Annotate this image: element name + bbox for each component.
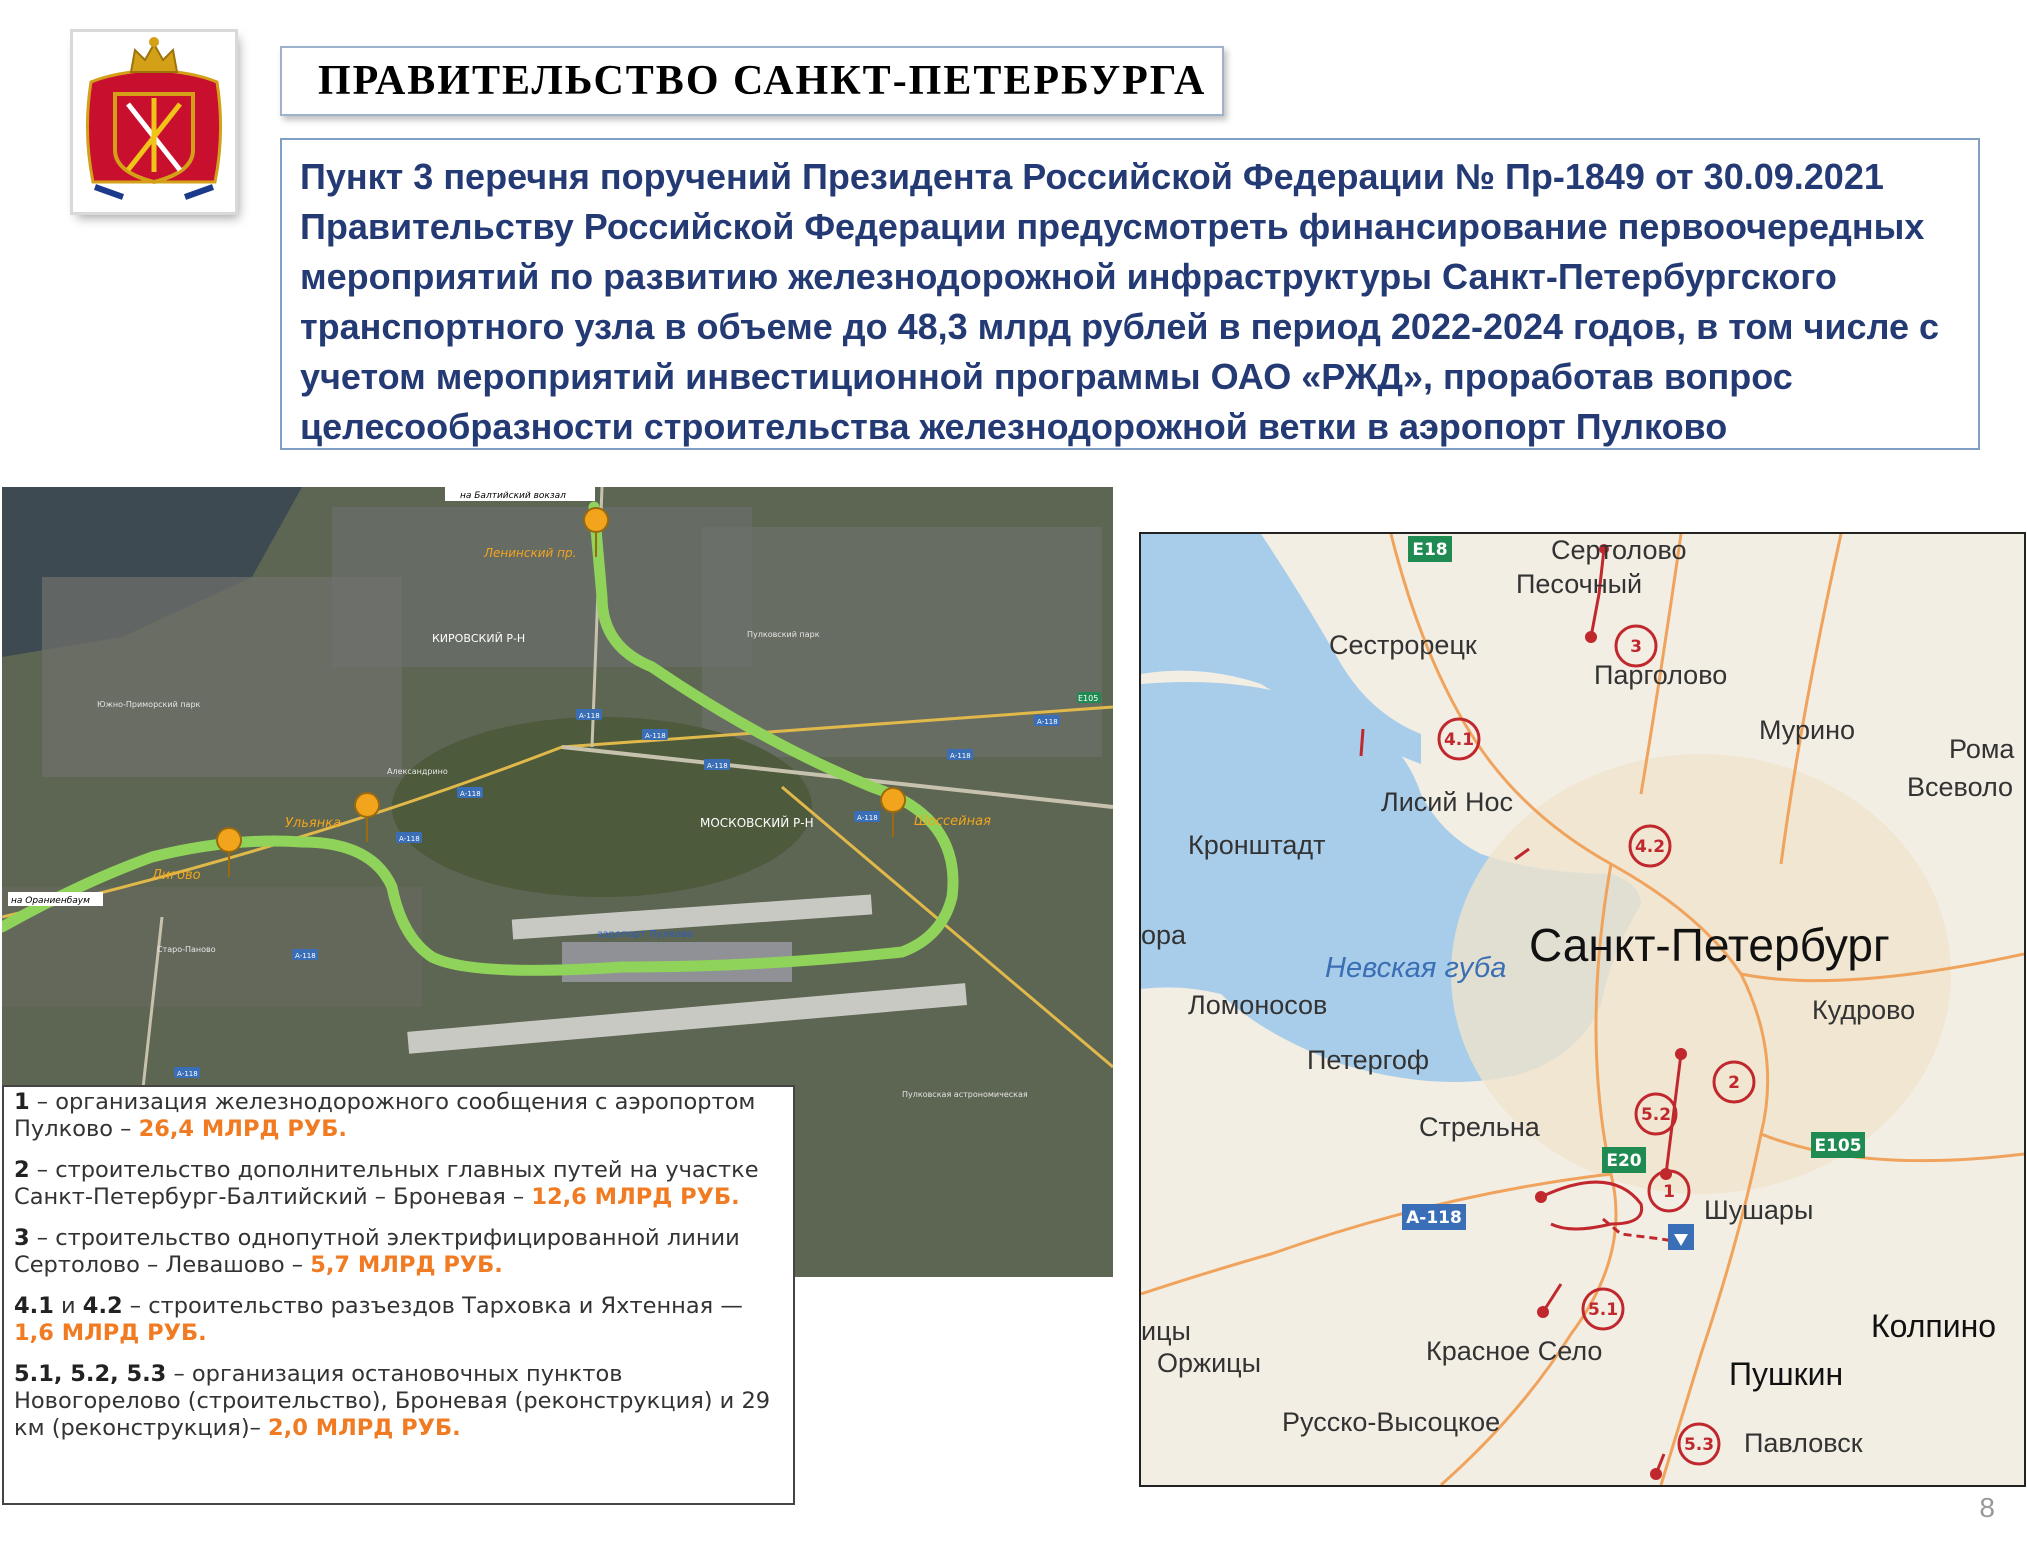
alexandrino-label: Александрино	[387, 767, 448, 776]
place-strelna: Стрельна	[1419, 1112, 1540, 1142]
legend-item-text: – строительство дополнительных главных путей на участке Санкт-Петербург-Балтийский – Броневая –	[14, 1157, 759, 1210]
staro-panovo-label: Старо-Паново	[157, 945, 216, 954]
legend-item-text: – организация железнодорожного сообщения с аэропортом Пулково –	[14, 1089, 756, 1142]
government-title-box	[280, 46, 1224, 116]
decree-line: мероприятий по развитию железнодорожной инфраструктуры Санкт-Петербургского	[300, 256, 1837, 297]
legend-item-number: 3	[14, 1225, 30, 1251]
a118-road-label: А-118	[1037, 718, 1058, 726]
region-map	[1139, 532, 2026, 1487]
airport-label: аэропорт Пулково	[597, 929, 694, 940]
route-marker-1: 1	[1663, 1182, 1675, 1202]
legend-item-cost: 26,4 МЛРД РУБ.	[138, 1116, 347, 1142]
place-shushary: Шушары	[1704, 1195, 1814, 1225]
legend-item	[14, 1361, 783, 1442]
kirovsky-district-label: КИРОВСКИЙ Р-Н	[432, 632, 526, 645]
route-marker-5-3: 5.3	[1683, 1435, 1715, 1455]
legend-item-cost: 12,6 МЛРД РУБ.	[531, 1184, 740, 1210]
legend-item-number: 1	[14, 1089, 30, 1115]
project-legend	[2, 1085, 795, 1505]
route-marker-5-1: 5.1	[1587, 1300, 1619, 1320]
place-kudrovo: Кудрово	[1812, 995, 1916, 1025]
place-pavlovsk: Павловск	[1744, 1428, 1863, 1458]
legend-item-number: 4.2	[82, 1293, 123, 1319]
legend-item-cost: 1,6 МЛРД РУБ.	[14, 1320, 207, 1346]
legend-item	[14, 1157, 783, 1211]
a118-road-label: А-118	[399, 835, 420, 843]
e105-road-badge: E105	[1814, 1136, 1862, 1156]
legend-item-text: – организация остановочных пунктов Новогорелово (строительство), Броневая (реконструкция) и 29 км (реконструкция)–	[14, 1361, 771, 1441]
legend-item-connector: и	[53, 1293, 83, 1319]
route-marker-4-2: 4.2	[1634, 837, 1666, 857]
legend-item-number: 4.1	[14, 1293, 54, 1319]
route-marker-4-1: 4.1	[1443, 730, 1475, 750]
place-lomonosov: Ломоносов	[1188, 990, 1328, 1020]
a118-road-label: А-118	[645, 732, 666, 740]
route-marker-2: 2	[1728, 1073, 1740, 1093]
decree-line: Пункт 3 перечня поручений Президента Российской Федерации № Пр-1849 от 30.09.2021	[300, 156, 1884, 197]
legend-item-cost: 5,7 МЛРД РУБ.	[310, 1252, 503, 1278]
ulyanka-label: Ульянка	[285, 816, 342, 831]
legend-item-cost: 2,0 МЛРД РУБ.	[268, 1415, 461, 1441]
place-pushkin: Пушкин	[1729, 1356, 1844, 1392]
legend-item	[14, 1089, 783, 1143]
a118-road-label: А-118	[857, 814, 878, 822]
place-kronshtadt: Кронштадт	[1188, 830, 1326, 860]
route-marker-3: 3	[1630, 637, 1642, 657]
place-murino: Мурино	[1759, 715, 1856, 745]
place-kolpino: Колпино	[1871, 1308, 1997, 1344]
place-russko-vysotskoe: Русско-Высоцкое	[1282, 1407, 1501, 1437]
decree-line: Правительству Российской Федерации предусмотреть финансирование первоочередных	[300, 206, 1925, 247]
government-title: ПРАВИТЕЛЬСТВО САНКТ-ПЕТЕРБУРГА	[318, 58, 1207, 104]
legend-item	[14, 1225, 783, 1279]
a118-road-label: А-118	[707, 762, 728, 770]
place-neva-bay: Невская губа	[1325, 952, 1507, 984]
a118-road-badge: А-118	[1406, 1208, 1462, 1228]
a118-road-label: А-118	[177, 1070, 198, 1078]
e20-road-badge: E20	[1606, 1151, 1642, 1171]
legend-item-text: – строительство разъездов Тарховка и Яхтенная —	[122, 1293, 743, 1319]
place-sestroretsk: Сестрорецк	[1329, 630, 1477, 660]
decree-line: целесообразности строительства железнодорожной ветки в аэропорт Пулково	[300, 406, 1728, 447]
e105-road-badge-label: E105	[1078, 694, 1099, 703]
place-saint-petersburg: Санкт-Петербург	[1529, 919, 1890, 971]
place-ora: ора	[1141, 920, 1187, 950]
decree-line: учетом мероприятий инвестиционной программы ОАО «РЖД», проработав вопрос	[300, 356, 1793, 397]
oranienbaum-label: на Ораниенбаум	[11, 896, 90, 906]
decree-line: транспортного узла в объеме до 48,3 млрд рублей в период 2022-2024 годов, в том числе с	[300, 306, 1940, 347]
place-pargolovo: Парголово	[1594, 660, 1728, 690]
route-marker-5-2: 5.2	[1640, 1105, 1672, 1125]
legend-item-number: 5.1, 5.2, 5.3	[14, 1361, 167, 1387]
a118-road-label: А-118	[579, 712, 600, 720]
observatory-label: Пулковская астрономическая	[902, 1090, 1028, 1099]
moskovsky-district-label: МОСКОВСКИЙ Р-Н	[700, 816, 814, 830]
place-pesochny: Песочный	[1516, 569, 1643, 599]
pulkovsky-park-label: Пулковский парк	[747, 630, 820, 639]
a118-road-label: А-118	[295, 952, 316, 960]
page-number: 8	[1979, 1492, 1995, 1523]
south-park-label: Южно-Приморский парк	[97, 700, 201, 709]
place-krasnoe-selo: Красное Село	[1426, 1336, 1603, 1366]
legend-item-number: 2	[14, 1157, 30, 1183]
legend-item	[14, 1293, 783, 1347]
place-vsevolo: Всеволо	[1907, 772, 2014, 802]
ligovo-label: Лигово	[152, 868, 201, 883]
place-peterhof: Петергоф	[1307, 1045, 1430, 1075]
a118-road-label: А-118	[950, 752, 971, 760]
place-itsy: ицы	[1141, 1316, 1191, 1346]
shosseynaya-label: Шоссейная	[914, 814, 991, 829]
e18-road-badge: E18	[1412, 540, 1448, 560]
coat-of-arms-logo	[73, 32, 235, 212]
place-lisiy-nos: Лисий Нос	[1381, 787, 1513, 817]
a118-road-label: А-118	[460, 790, 481, 798]
decree-text-box	[280, 138, 1980, 450]
place-orzhitsy: Оржицы	[1157, 1348, 1262, 1378]
place-sertolovo: Сертолово	[1551, 535, 1687, 565]
leninsky-label: Ленинский пр.	[484, 546, 577, 560]
legend-item-text: – строительство однопутной электрифицированной линии Сертолово – Левашово –	[14, 1225, 740, 1278]
place-roma: Рома	[1949, 734, 2015, 764]
baltic-station-label: на Балтийский вокзал	[460, 491, 566, 501]
